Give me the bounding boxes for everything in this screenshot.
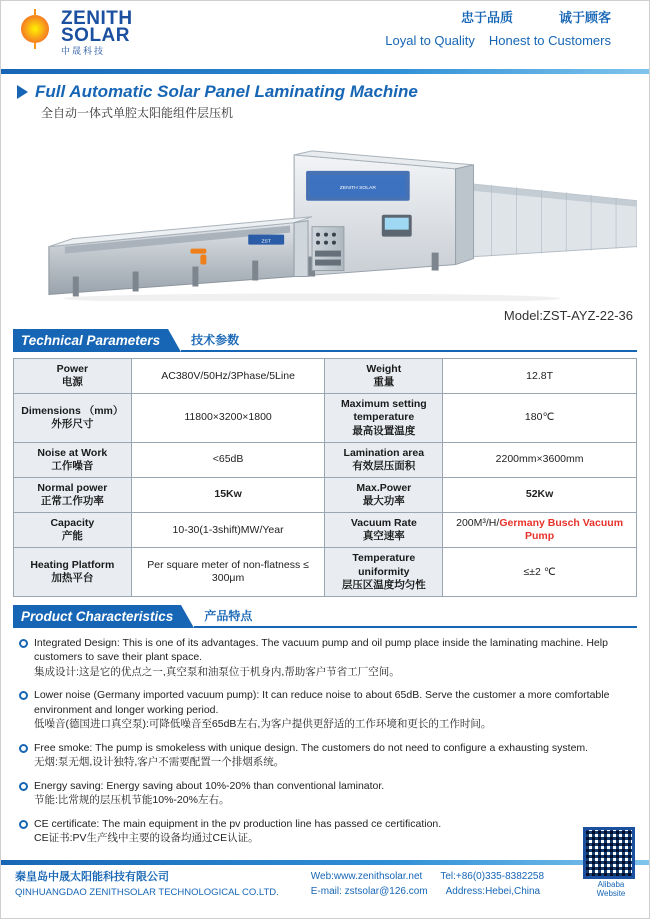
list-item-body [34, 741, 588, 770]
row-label-max-temp [325, 394, 443, 442]
characteristic-cn: 无烟:泵无烟,设计独特,客户不需要配置一个排烟系统。 [34, 756, 285, 769]
section-header-characteristics [13, 605, 637, 628]
label-en: Capacity [50, 517, 95, 530]
row-label-heating-platform [14, 548, 132, 596]
label-en: Normal power [37, 481, 108, 494]
row-value-weight: 12.8T [443, 359, 637, 394]
label-en: Max.Power [356, 481, 412, 494]
row-value-noise: <65dB [131, 442, 325, 477]
qr-code-caption: Alibaba Website [596, 880, 626, 898]
slogan-block [385, 7, 635, 48]
section-title-characteristics-cn: 产品特点 [194, 605, 637, 628]
logo-solar-text: SOLAR [61, 25, 130, 46]
row-value-vacuum-rate [443, 513, 637, 548]
logo-chinese-name: 中晟科技 [61, 46, 106, 56]
list-item [19, 688, 631, 731]
list-item-body [34, 688, 631, 731]
characteristic-cn: 集成设计:这是它的优点之一,真空泵和油泵位于机身内,帮助客户节省工厂空间。 [34, 665, 400, 678]
logo-zenith-text: ZENITH [61, 8, 133, 29]
row-value-power: AC380V/50Hz/3Phase/5Line [131, 359, 325, 394]
section-slash-icon [181, 605, 194, 628]
footer-address: Address:Hebei,China [445, 886, 541, 897]
list-item [19, 817, 631, 846]
svg-text:ZENITH SOLAR: ZENITH SOLAR [339, 184, 376, 191]
row-label-capacity [14, 513, 132, 548]
list-item [19, 636, 631, 679]
table-row [14, 548, 637, 596]
slogan-chinese [385, 7, 611, 26]
list-item [19, 779, 631, 808]
table-row [14, 394, 637, 442]
section-header-technical [13, 329, 637, 352]
section-slash-icon [168, 329, 181, 352]
label-en: Maximum setting temperature [340, 398, 427, 424]
slogan-cn-1: 忠于品质 [460, 10, 513, 25]
row-label-normal-power [14, 477, 132, 512]
footer-email[interactable]: E-mail: zstsolar@126.com [310, 886, 428, 897]
triangle-bullet-icon [17, 85, 28, 99]
laminating-machine-illustration [13, 127, 637, 301]
row-value-heating-platform: Per square meter of non-flatness ≤ 300μm [131, 548, 325, 596]
row-value-capacity: 10-30(1-3shift)MW/Year [131, 513, 325, 548]
row-label-weight [325, 359, 443, 394]
table-row [14, 477, 637, 512]
footer-contact-row-1 [311, 869, 544, 884]
circle-bullet-icon [19, 820, 28, 829]
circle-bullet-icon [19, 639, 28, 648]
row-label-lamination-area [325, 442, 443, 477]
product-title-cn: 全自动一体式单腔太阳能组件层压机 [41, 106, 234, 120]
label-cn: 层压区温度均匀性 [341, 578, 426, 591]
characteristic-cn: 低噪音(德国进口真空泵):可降低噪音至65dB左右,为客户提供更舒适的工作环境和更长的工作时间。 [34, 718, 492, 731]
slogan-en-1: Loyal to Quality [385, 33, 475, 48]
label-en: Power [56, 363, 89, 375]
row-value-max-power: 52Kw [443, 477, 637, 512]
footer-company-en: QINHUANGDAO ZENITHSOLAR TECHNOLOGICAL CO.LTD. [15, 886, 279, 898]
circle-bullet-icon [19, 744, 28, 753]
characteristic-en: Energy saving: Energy saving about 10%-20% than conventional laminator. [34, 779, 385, 792]
model-number: Model:ZST-AYZ-22-36 [503, 308, 633, 323]
product-title-en: Full Automatic Solar Panel Laminating Machine [35, 82, 418, 101]
section-title-technical-en: Technical Parameters [13, 329, 168, 352]
table-row [14, 359, 637, 394]
list-item [19, 741, 631, 770]
slogan-cn-2: 诚于顾客 [558, 10, 611, 25]
label-en: Heating Platform [30, 558, 115, 571]
footer-content [1, 865, 649, 900]
label-en: Lamination area [343, 446, 425, 459]
row-label-power [14, 359, 132, 394]
row-label-noise [14, 442, 132, 477]
characteristic-en: CE certificate: The main equipment in the pv production line has passed ce certification. [34, 817, 442, 830]
label-en: Weight [366, 363, 402, 375]
label-cn: 加热平台 [51, 572, 94, 585]
page-footer [1, 860, 649, 918]
row-label-max-power [325, 477, 443, 512]
label-en: Noise at Work [37, 446, 108, 459]
characteristic-cn: 节能:比常规的层压机节能10%-20%左右。 [34, 794, 230, 807]
row-label-dimensions [14, 394, 132, 442]
specifications-table [13, 358, 637, 597]
footer-company-cn: 秦皇岛中晟太阳能科技有限公司 [15, 871, 169, 883]
label-cn: 外形尺寸 [51, 417, 94, 430]
label-cn: 有效层压面积 [352, 459, 416, 472]
row-value-dimensions: 11800×3200×1800 [131, 394, 325, 442]
characteristics-list [19, 636, 631, 846]
product-title-row [1, 74, 649, 102]
label-cn: 最大功率 [362, 495, 405, 507]
company-logo [15, 7, 133, 56]
page-header [1, 1, 649, 69]
footer-contact [311, 869, 544, 900]
logo-text [61, 7, 133, 56]
row-label-temp-uniformity [325, 548, 443, 596]
row-value-lamination-area: 2200mm×3600mm [443, 442, 637, 477]
label-cn: 工作噪音 [51, 459, 94, 472]
footer-company [15, 869, 279, 900]
label-cn: 产能 [61, 530, 83, 543]
characteristic-en: Lower noise (Germany imported vacuum pump): It can reduce noise to about 65dB. Serve the customer a more comfortable environment and longer working period. [34, 689, 610, 716]
row-value-temp-uniformity: ≤±2 ℃ [443, 548, 637, 596]
footer-website[interactable]: Web:www.zenithsolar.net [310, 871, 423, 882]
sun-logo-icon [15, 9, 55, 49]
label-cn: 重量 [373, 376, 395, 389]
circle-bullet-icon [19, 691, 28, 700]
label-cn: 电源 [61, 376, 83, 389]
table-row [14, 513, 637, 548]
qr-code-block [583, 827, 639, 898]
qr-code-icon[interactable] [583, 827, 635, 879]
footer-contact-row-2 [311, 884, 544, 899]
slogan-en-2: Honest to Customers [488, 33, 611, 48]
characteristic-en: Free smoke: The pump is smokeless with unique design. The customers do not need to configure a exhausting system. [34, 741, 589, 754]
row-label-vacuum-rate [325, 513, 443, 548]
list-item-body [34, 779, 384, 808]
slogan-english [385, 33, 611, 48]
label-cn: 最高设置温度 [352, 424, 416, 437]
label-en: Dimensions （mm） [21, 404, 124, 417]
vacuum-rate-number: 200M³/H/ [456, 517, 500, 530]
label-en: Temperature uniformity [352, 552, 416, 578]
vacuum-pump-brand: Germany Busch Vacuum Pump [499, 517, 624, 543]
table-row [14, 442, 637, 477]
label-en: Vacuum Rate [350, 517, 417, 530]
section-title-characteristics-en: Product Characteristics [13, 605, 181, 628]
list-item-body [34, 636, 631, 679]
label-cn: 真空速率 [362, 530, 405, 543]
section-title-technical-cn: 技术参数 [181, 329, 637, 352]
svg-text:ZST: ZST [261, 238, 271, 245]
circle-bullet-icon [19, 782, 28, 791]
footer-telephone: Tel:+86(0)335-8382258 [440, 871, 545, 882]
row-value-max-temp: 180℃ [443, 394, 637, 442]
row-value-normal-power: 15Kw [131, 477, 325, 512]
characteristic-cn: CE证书:PV生产线中主要的设备均通过CE认证。 [34, 832, 259, 845]
label-cn: 正常工作功率 [40, 495, 104, 507]
product-photo [13, 127, 637, 302]
list-item-body [34, 817, 441, 846]
characteristic-en: Integrated Design: This is one of its advantages. The vacuum pump and oil pump place inside the laminating machine. Help customers to save their plant space. [34, 636, 608, 664]
